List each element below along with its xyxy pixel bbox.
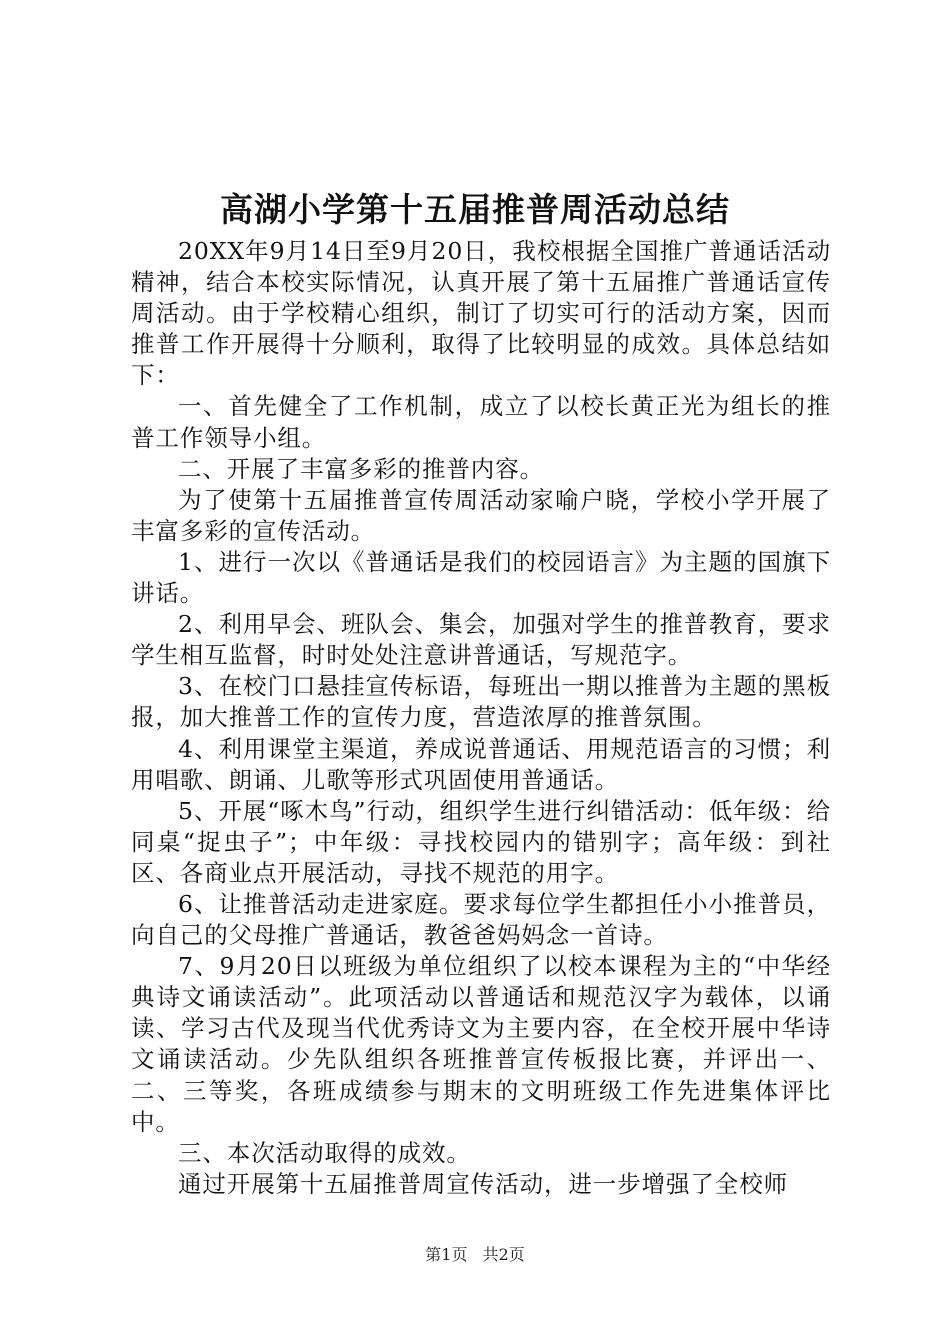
paragraph-intro: 20XX年9月14日至9月20日，我校根据全国推广普通话活动精神，结合本校实际情况，认真开展了第十五届推广普通话宣传周活动。由于学校精心组织，制订了切实可行的活动方案，因而推普工作开展得十分顺利，取得了比较明显的成效。具体总结如下： — [131, 237, 831, 390]
paragraph-item-5: 5、开展“啄木鸟”行动，组织学生进行纠错活动：低年级：给同桌“捉虫子”；中年级：寻找校园内的错别字；高年级：到社区、各商业点开展活动，寻找不规范的用字。 — [131, 796, 831, 887]
document-title: 高湖小学第十五届推普周活动总结 — [220, 190, 730, 229]
page-footer — [0, 1244, 950, 1266]
paragraph-section-3-body: 通过开展第十五届推普周宣传活动，进一步增强了全校师 — [178, 1169, 788, 1198]
paragraph-item-3: 3、在校门口悬挂宣传标语，每班出一期以推普为主题的黑板报，加大推普工作的宣传力度，营造浓厚的推普氛围。 — [131, 672, 831, 732]
paragraph-item-2: 2、利用早会、班队会、集会，加强对学生的推普教育，要求学生相互监督，时时处处注意讲普通话，写规范字。 — [131, 610, 831, 670]
paragraph-section-2-intro: 为了使第十五届推普宣传周活动家喻户晓，学校小学开展了丰富多彩的宣传活动。 — [131, 485, 831, 545]
paragraph-item-1: 1、进行一次以《普通话是我们的校园语言》为主题的国旗下讲话。 — [131, 547, 831, 608]
paragraph-item-4: 4、利用课堂主渠道，养成说普通话、用规范语言的习惯；利用唱歌、朗诵、儿歌等形式巩固使用普通话。 — [131, 734, 831, 794]
page-number: 第1页 — [425, 1245, 468, 1264]
page-total: 共2页 — [482, 1245, 525, 1264]
paragraph-section-1: 一、首先健全了工作机制，成立了以校长黄正光为组长的推普工作领导小组。 — [131, 392, 831, 452]
document-body — [131, 236, 831, 1200]
paragraph-item-6: 6、让推普活动走进家庭。要求每位学生都担任小小推普员，向自己的父母推广普通话，教爸爸妈妈念一首诗。 — [131, 889, 831, 950]
paragraph-item-7: 7、9月20日以班级为单位组织了以校本课程为主的“中华经典诗文诵读活动”。此项活动以普通话和规范汉字为载体，以诵读、学习古代及现当代优秀诗文为主要内容，在全校开展中华诗文诵读活动。少先队组织各班推普宣传板报比赛，并评出一、二、三等奖，各班成绩参与期末的文明班级工作先进集体评比中。 — [131, 952, 831, 1136]
paragraph-section-3: 三、本次活动取得的成效。 — [178, 1138, 471, 1167]
paragraph-section-2: 二、开展了丰富多彩的推普内容。 — [178, 454, 544, 483]
